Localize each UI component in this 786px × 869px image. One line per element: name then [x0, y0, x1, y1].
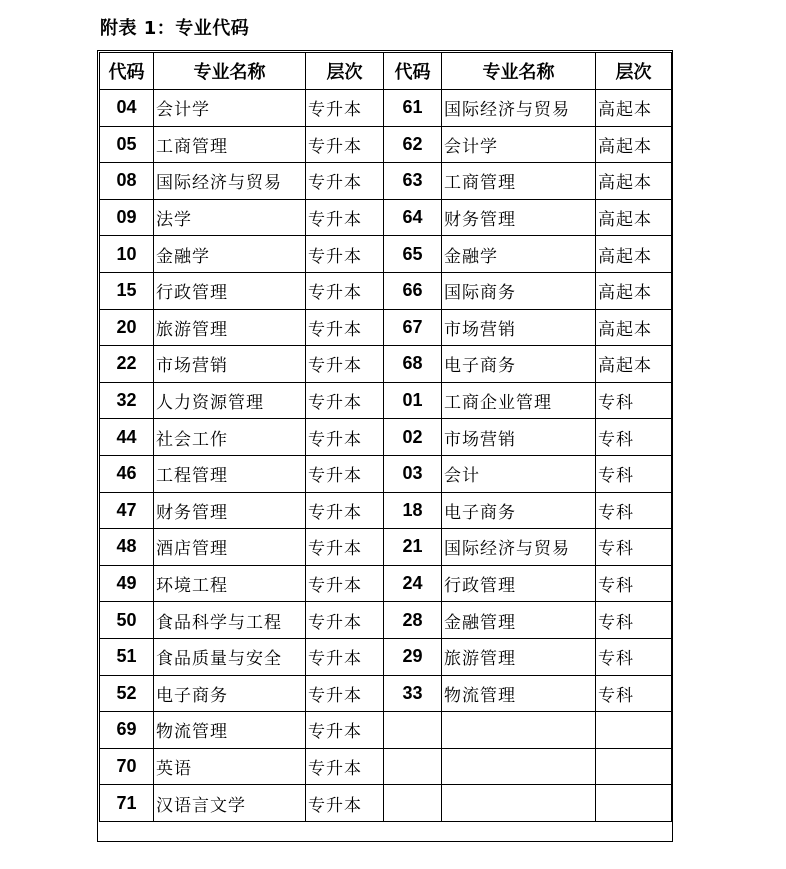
major-level-cell-left: 专升本	[306, 712, 384, 749]
major-code-cell-right	[384, 748, 442, 785]
major-level-cell-right: 高起本	[596, 199, 672, 236]
major-code-cell-left: 48	[100, 529, 154, 566]
table-row	[100, 675, 672, 712]
major-name-cell-left: 英语	[154, 748, 306, 785]
major-level-cell-left: 专升本	[306, 529, 384, 566]
table-row	[100, 236, 672, 273]
header-name-left: 专业名称	[154, 53, 306, 90]
major-name-cell-right: 金融学	[442, 236, 596, 273]
header-code-left: 代码	[100, 53, 154, 90]
major-level-cell-left: 专升本	[306, 675, 384, 712]
major-name-cell-left: 旅游管理	[154, 309, 306, 346]
major-name-cell-right: 国际商务	[442, 272, 596, 309]
major-level-cell-left: 专升本	[306, 455, 384, 492]
major-name-cell-right: 电子商务	[442, 346, 596, 383]
major-name-cell-left: 酒店管理	[154, 529, 306, 566]
major-code-cell-right: 63	[384, 163, 442, 200]
major-code-cell-right: 66	[384, 272, 442, 309]
table-body	[100, 90, 672, 822]
major-name-cell-right: 市场营销	[442, 309, 596, 346]
major-name-cell-left: 会计学	[154, 90, 306, 127]
major-code-cell-left: 50	[100, 602, 154, 639]
major-code-cell-right: 24	[384, 565, 442, 602]
table-row	[100, 529, 672, 566]
major-code-cell-right: 29	[384, 638, 442, 675]
major-name-cell-right: 工商企业管理	[442, 382, 596, 419]
table-row	[100, 126, 672, 163]
major-code-cell-left: 70	[100, 748, 154, 785]
major-level-cell-right: 高起本	[596, 309, 672, 346]
table-row	[100, 602, 672, 639]
major-level-cell-right: 专科	[596, 602, 672, 639]
major-code-cell-left: 49	[100, 565, 154, 602]
major-level-cell-right: 专科	[596, 675, 672, 712]
major-level-cell-right: 专科	[596, 492, 672, 529]
major-name-cell-right: 财务管理	[442, 199, 596, 236]
major-code-cell-left: 20	[100, 309, 154, 346]
major-level-cell-left: 专升本	[306, 382, 384, 419]
major-name-cell-left: 汉语言文学	[154, 785, 306, 822]
major-code-cell-right: 65	[384, 236, 442, 273]
major-level-cell-left: 专升本	[306, 602, 384, 639]
major-level-cell-left: 专升本	[306, 346, 384, 383]
major-name-cell-left: 工商管理	[154, 126, 306, 163]
major-name-cell-left: 环境工程	[154, 565, 306, 602]
major-level-cell-left: 专升本	[306, 272, 384, 309]
header-code-right: 代码	[384, 53, 442, 90]
major-level-cell-right: 专科	[596, 382, 672, 419]
major-code-cell-left: 08	[100, 163, 154, 200]
major-code-cell-right: 01	[384, 382, 442, 419]
major-level-cell-left: 专升本	[306, 565, 384, 602]
major-level-cell-left: 专升本	[306, 236, 384, 273]
major-code-cell-left: 69	[100, 712, 154, 749]
major-name-cell-right: 会计学	[442, 126, 596, 163]
header-name-right: 专业名称	[442, 53, 596, 90]
major-name-cell-right: 金融管理	[442, 602, 596, 639]
major-code-cell-right: 33	[384, 675, 442, 712]
major-level-cell-left: 专升本	[306, 199, 384, 236]
major-level-cell-right: 专科	[596, 565, 672, 602]
table-row	[100, 90, 672, 127]
major-level-cell-left: 专升本	[306, 419, 384, 456]
major-code-cell-left: 10	[100, 236, 154, 273]
major-code-cell-right: 64	[384, 199, 442, 236]
table-row	[100, 163, 672, 200]
major-name-cell-right: 国际经济与贸易	[442, 90, 596, 127]
table-row	[100, 346, 672, 383]
major-level-cell-left: 专升本	[306, 638, 384, 675]
major-code-cell-left: 22	[100, 346, 154, 383]
major-name-cell-right: 旅游管理	[442, 638, 596, 675]
major-code-cell-left: 09	[100, 199, 154, 236]
major-level-cell-right: 专科	[596, 419, 672, 456]
major-name-cell-left: 财务管理	[154, 492, 306, 529]
header-row	[100, 53, 672, 90]
major-code-cell-left: 44	[100, 419, 154, 456]
table-row	[100, 272, 672, 309]
major-name-cell-right	[442, 748, 596, 785]
header-level-left: 层次	[306, 53, 384, 90]
major-code-cell-right	[384, 712, 442, 749]
major-code-cell-right: 28	[384, 602, 442, 639]
major-code-cell-left: 52	[100, 675, 154, 712]
major-code-cell-right	[384, 785, 442, 822]
major-code-cell-left: 47	[100, 492, 154, 529]
table-row	[100, 382, 672, 419]
major-level-cell-right: 高起本	[596, 163, 672, 200]
table-row	[100, 492, 672, 529]
major-level-cell-right: 高起本	[596, 236, 672, 273]
major-name-cell-right: 电子商务	[442, 492, 596, 529]
table-row	[100, 419, 672, 456]
major-level-cell-left: 专升本	[306, 126, 384, 163]
major-name-cell-left: 工程管理	[154, 455, 306, 492]
table-row	[100, 748, 672, 785]
major-level-cell-right	[596, 748, 672, 785]
major-code-cell-left: 51	[100, 638, 154, 675]
table-row	[100, 565, 672, 602]
major-name-cell-left: 市场营销	[154, 346, 306, 383]
major-name-cell-left: 电子商务	[154, 675, 306, 712]
major-level-cell-left: 专升本	[306, 785, 384, 822]
major-code-table	[99, 52, 672, 822]
major-level-cell-left: 专升本	[306, 748, 384, 785]
major-name-cell-right	[442, 712, 596, 749]
major-name-cell-left: 金融学	[154, 236, 306, 273]
major-code-cell-left: 71	[100, 785, 154, 822]
major-code-cell-left: 05	[100, 126, 154, 163]
major-code-cell-left: 15	[100, 272, 154, 309]
major-level-cell-right	[596, 712, 672, 749]
major-name-cell-right: 会计	[442, 455, 596, 492]
major-code-cell-right: 68	[384, 346, 442, 383]
major-code-cell-right: 21	[384, 529, 442, 566]
major-level-cell-left: 专升本	[306, 492, 384, 529]
major-code-cell-right: 67	[384, 309, 442, 346]
major-level-cell-right: 高起本	[596, 90, 672, 127]
major-level-cell-right	[596, 785, 672, 822]
major-name-cell-right: 国际经济与贸易	[442, 529, 596, 566]
major-name-cell-left: 食品科学与工程	[154, 602, 306, 639]
table-row	[100, 785, 672, 822]
major-name-cell-left: 人力资源管理	[154, 382, 306, 419]
major-name-cell-left: 行政管理	[154, 272, 306, 309]
major-level-cell-left: 专升本	[306, 90, 384, 127]
major-code-cell-right: 02	[384, 419, 442, 456]
major-code-cell-left: 46	[100, 455, 154, 492]
major-code-cell-right: 62	[384, 126, 442, 163]
major-code-cell-right: 18	[384, 492, 442, 529]
major-code-cell-left: 32	[100, 382, 154, 419]
major-level-cell-right: 高起本	[596, 346, 672, 383]
table-row	[100, 199, 672, 236]
major-level-cell-right: 高起本	[596, 272, 672, 309]
major-name-cell-right: 市场营销	[442, 419, 596, 456]
major-level-cell-right: 专科	[596, 638, 672, 675]
table-row	[100, 638, 672, 675]
major-code-cell-right: 61	[384, 90, 442, 127]
page-title: 附表 1：专业代码	[100, 18, 250, 39]
major-name-cell-left: 物流管理	[154, 712, 306, 749]
major-name-cell-right: 行政管理	[442, 565, 596, 602]
major-level-cell-right: 专科	[596, 529, 672, 566]
major-level-cell-left: 专升本	[306, 163, 384, 200]
table-row	[100, 455, 672, 492]
major-name-cell-right: 物流管理	[442, 675, 596, 712]
major-name-cell-left: 社会工作	[154, 419, 306, 456]
major-code-cell-left: 04	[100, 90, 154, 127]
table-row	[100, 309, 672, 346]
header-level-right: 层次	[596, 53, 672, 90]
major-name-cell-right: 工商管理	[442, 163, 596, 200]
major-name-cell-left: 国际经济与贸易	[154, 163, 306, 200]
major-name-cell-left: 法学	[154, 199, 306, 236]
major-code-cell-right: 03	[384, 455, 442, 492]
major-name-cell-right	[442, 785, 596, 822]
major-level-cell-left: 专升本	[306, 309, 384, 346]
table-row	[100, 712, 672, 749]
major-level-cell-right: 高起本	[596, 126, 672, 163]
major-level-cell-right: 专科	[596, 455, 672, 492]
major-name-cell-left: 食品质量与安全	[154, 638, 306, 675]
